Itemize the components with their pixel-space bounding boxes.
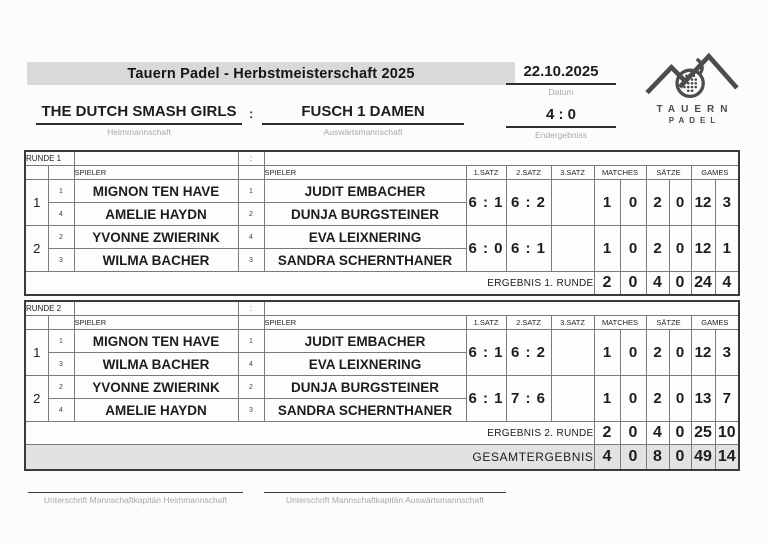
col-header-spieler-home: SPIELER [74,166,238,180]
player-name: WILMA BACHER [74,249,238,272]
round1-matches-away: 0 [620,272,646,296]
col-header-saetze: SÄTZE [646,316,691,330]
saetze-home: 2 [646,376,669,422]
player-name: JUDIT EMBACHER [264,330,466,353]
set1-score: 6 : 0 [466,226,506,272]
total-matches-away: 0 [620,445,646,471]
saetze-away: 0 [669,226,691,272]
player-name: DUNJA BURGSTEINER [264,376,466,399]
home-signature-line [28,480,243,493]
away-signature-label: Unterschrift Mannschaftkapitän Auswärtsmannschaft [286,495,484,505]
games-home: 13 [691,376,715,422]
round2-games-home: 25 [691,422,715,445]
col-header-satz1: 1.SATZ [466,316,506,330]
player-number: 4 [238,226,264,249]
games-away: 1 [715,226,739,272]
round1-table [24,150,740,296]
round1-label: RUNDE 1 [25,151,74,166]
home-team-label: Heimmannschaft [107,127,171,137]
col-header-satz3: 3.SATZ [551,316,594,330]
total-matches-home: 4 [594,445,620,471]
tournament-title: Tauern Padel - Herbstmeisterschaft 2025 [27,62,515,85]
player-number: 1 [48,180,74,203]
match-number: 1 [25,180,48,226]
away-signature-block [264,480,506,505]
round2-matches-away: 0 [620,422,646,445]
col-header-saetze: SÄTZE [646,166,691,180]
matches-away: 0 [620,226,646,272]
player-name: SANDRA SCHERNTHANER [264,249,466,272]
matches-away: 0 [620,330,646,376]
col-header-games: GAMES [691,316,739,330]
home-team-block [36,103,242,137]
player-number: 4 [48,203,74,226]
matches-away: 0 [620,180,646,226]
player-name: YVONNE ZWIERINK [74,376,238,399]
col-header-satz2: 2.SATZ [506,166,551,180]
set1-score: 6 : 1 [466,376,506,422]
date-block [506,63,616,97]
round1-games-away: 4 [715,272,739,296]
set3-score [551,180,594,226]
set3-score [551,376,594,422]
round2-table [24,300,740,471]
player-name: EVA LEIXNERING [264,353,466,376]
col-header-spieler-home: SPIELER [74,316,238,330]
player-name: WILMA BACHER [74,353,238,376]
matches-home: 1 [594,180,620,226]
player-name: SANDRA SCHERNTHANER [264,399,466,422]
round1-colon: : [238,151,264,166]
player-name: MIGNON TEN HAVE [74,330,238,353]
round2-label: RUNDE 2 [25,301,74,316]
player-name: YVONNE ZWIERINK [74,226,238,249]
games-home: 12 [691,330,715,376]
away-team-name: FUSCH 1 DAMEN [262,103,464,125]
games-home: 12 [691,226,715,272]
player-name: MIGNON TEN HAVE [74,180,238,203]
col-header-satz3: 3.SATZ [551,166,594,180]
set2-score: 6 : 2 [506,180,551,226]
player-number: 2 [238,203,264,226]
player-number: 3 [238,249,264,272]
final-score-block [506,106,616,140]
match-number: 2 [25,226,48,272]
player-number: 4 [238,353,264,376]
date-value: 22.10.2025 [506,63,616,85]
round1-matches-home: 2 [594,272,620,296]
round2-saetze-away: 0 [669,422,691,445]
round2-matches-home: 2 [594,422,620,445]
date-label: Datum [548,87,574,97]
player-number: 2 [48,376,74,399]
col-header-spieler-away: SPIELER [264,166,466,180]
round2-saetze-home: 4 [646,422,669,445]
total-games-away: 14 [715,445,739,471]
player-name: EVA LEIXNERING [264,226,466,249]
player-name: AMELIE HAYDN [74,203,238,226]
col-header-games: GAMES [691,166,739,180]
matches-away: 0 [620,376,646,422]
round2-games-away: 10 [715,422,739,445]
player-name: JUDIT EMBACHER [264,180,466,203]
col-header-satz1: 1.SATZ [466,166,506,180]
player-number: 1 [48,330,74,353]
saetze-home: 2 [646,226,669,272]
games-away: 7 [715,376,739,422]
saetze-home: 2 [646,330,669,376]
col-header-matches: MATCHES [594,166,646,180]
round1-games-home: 24 [691,272,715,296]
total-saetze-away: 0 [669,445,691,471]
round2-result-label: ERGEBNIS 2. RUNDE [25,422,594,445]
match-number: 1 [25,330,48,376]
away-team-block [262,103,464,137]
away-signature-line [264,480,506,493]
set3-score [551,226,594,272]
round1-saetze-home: 4 [646,272,669,296]
logo-text-sub: PADEL [668,116,721,125]
set2-score: 6 : 2 [506,330,551,376]
total-saetze-home: 8 [646,445,669,471]
total-games-home: 49 [691,445,715,471]
round1-result-label: ERGEBNIS 1. RUNDE [25,272,594,296]
games-away: 3 [715,330,739,376]
games-home: 12 [691,180,715,226]
col-header-matches: MATCHES [594,316,646,330]
player-number: 3 [48,353,74,376]
player-number: 3 [48,249,74,272]
logo-text-main: TAUERN [656,104,734,115]
player-number: 2 [238,376,264,399]
set3-score [551,330,594,376]
col-header-spieler-away: SPIELER [264,316,466,330]
player-name: AMELIE HAYDN [74,399,238,422]
saetze-away: 0 [669,376,691,422]
away-team-label: Auswärtsmannschaft [323,127,403,137]
total-result-label: GESAMTERGEBNIS [25,445,594,471]
saetze-away: 0 [669,180,691,226]
player-number: 1 [238,330,264,353]
player-number: 4 [48,399,74,422]
home-signature-label: Unterschrift Mannschaftkapitän Heimmannschaft [43,495,228,505]
round1-saetze-away: 0 [669,272,691,296]
final-score-label: Endergebniss [535,130,587,140]
set2-score: 6 : 1 [506,226,551,272]
player-number: 2 [48,226,74,249]
player-number: 1 [238,180,264,203]
round2-colon: : [238,301,264,316]
set2-score: 7 : 6 [506,376,551,422]
matches-home: 1 [594,330,620,376]
saetze-away: 0 [669,330,691,376]
games-away: 3 [715,180,739,226]
saetze-home: 2 [646,180,669,226]
teams-separator: : [249,106,254,121]
tauern-padel-logo [638,44,746,125]
player-number: 3 [238,399,264,422]
home-team-name: THE DUTCH SMASH GIRLS [36,103,242,125]
set1-score: 6 : 1 [466,180,506,226]
final-score-value: 4 : 0 [506,106,616,128]
roof-ball-logo-icon [640,44,744,102]
col-header-satz2: 2.SATZ [506,316,551,330]
matches-home: 1 [594,376,620,422]
matches-home: 1 [594,226,620,272]
match-number: 2 [25,376,48,422]
player-name: DUNJA BURGSTEINER [264,203,466,226]
home-signature-block [28,480,243,505]
set1-score: 6 : 1 [466,330,506,376]
